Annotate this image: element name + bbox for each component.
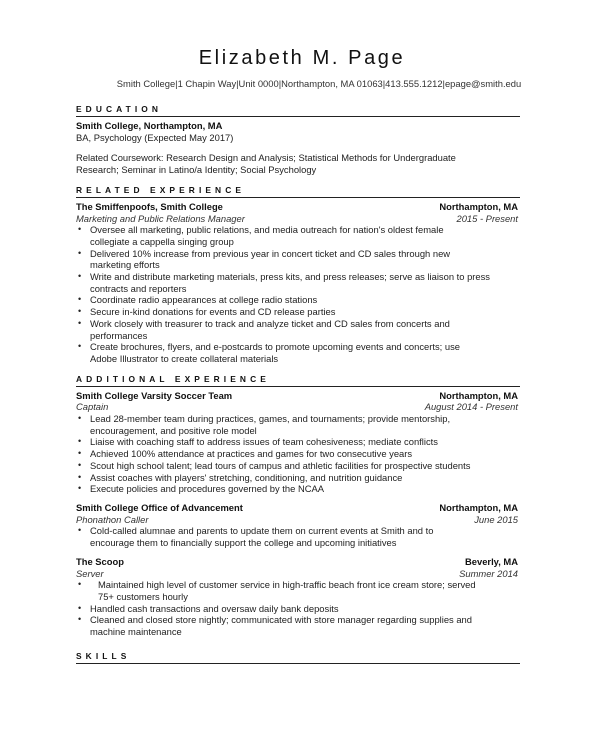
bullet-list [76,525,518,548]
bullet-text: encouragement, and positive role model [90,424,257,436]
bullet-text: Cold-called alumnae and parents to update them on current events at Smith and to [90,525,434,537]
related-experience-section-header [76,185,518,198]
dates: August 2014 - Present [424,401,518,413]
bullet-text: Work closely with treasurer to track and analyze ticket and CD sales from concerts and [90,317,450,329]
dates: 2015 - Present [456,212,518,224]
bullet-item [76,614,518,637]
section-title: EDUCATION [76,104,163,114]
bullet-item [76,271,518,294]
bullet-icon: • [78,294,82,305]
bullet-text: Coordinate radio appearances at college radio stations [90,294,318,306]
bullet-text: Scout high school talent; lead tours of campus and athletic facilities for prospective students [90,459,471,471]
organization: The Scoop [76,555,124,567]
role: Phonathon Caller [76,513,149,525]
section-divider [76,197,520,198]
bullet-item [76,483,518,495]
bullet-item [76,579,518,602]
section-divider [76,386,520,387]
additional-experience-list [76,390,518,638]
coursework-line: Related Coursework: Research Design and Analysis; Statistical Methods for Undergraduate [76,152,456,164]
bullet-icon: • [78,271,82,282]
degree: BA, Psychology (Expected May 2017) [76,131,234,143]
bullet-icon: • [78,306,82,317]
bullet-text: Create brochures, flyers, and e-postcards to promote upcoming events and concerts; use [90,341,460,353]
location: Northampton, MA [439,200,518,212]
candidate-name: Elizabeth M. Page [198,47,406,69]
experience-entry [76,390,518,495]
bullet-item [76,341,518,364]
role: Captain [76,401,109,413]
location: Northampton, MA [439,389,518,401]
bullet-text: Delivered 10% increase from previous year in concert ticket and CD sales through new [90,247,451,259]
bullet-text: collegiate a cappella singing group [90,235,234,247]
bullet-text: 75+ customers hourly [98,590,188,602]
bullet-item [76,413,518,436]
bullet-icon: • [78,436,82,447]
bullet-text: Liaise with coaching staff to address issues of team cohesiveness; mediate conflicts [90,436,438,448]
bullet-item [76,603,518,615]
bullet-icon: • [78,413,82,424]
bullet-icon: • [78,247,82,258]
bullet-item [76,448,518,460]
school-name: Smith College, Northampton, MA [76,120,223,131]
dates: Summer 2014 [459,567,518,579]
section-divider [76,663,520,664]
bullet-list [76,413,518,495]
organization: Smith College Varsity Soccer Team [76,389,233,401]
bullet-text: machine maintenance [90,626,182,638]
bullet-item [76,436,518,448]
bullet-text: Oversee all marketing, public relations, and media outreach for nation's oldest female [90,224,444,236]
bullet-icon: • [78,459,82,470]
bullet-icon: • [78,224,82,235]
bullet-text: Adobe Illustrator to create collateral materials [90,352,279,364]
bullet-icon: • [78,602,82,613]
organization: The Smiffenpoofs, Smith College [76,200,223,212]
bullet-text: Cleaned and closed store nightly; communicated with store manager regarding supplies and [90,614,472,626]
bullet-text: Assist coaches with players' stretching, conditioning, and nutrition guidance [90,471,403,483]
bullet-text: encourage them to financially support the college and upcoming initiatives [90,537,397,549]
bullet-text: Handled cash transactions and oversaw daily bank deposits [90,602,339,614]
contact-line: Smith College|1 Chapin Way|Unit 0000|Northampton, MA 01063|413.555.1212|epage@smith.edu [116,78,522,89]
bullet-icon: • [78,525,82,536]
bullet-text: marketing efforts [90,259,160,271]
bullet-text: performances [90,329,148,341]
section-title: SKILLS [76,650,131,661]
section-divider [76,116,520,117]
bullet-item [76,472,518,484]
bullet-text: Secure in-kind donations for events and CD release parties [90,306,336,318]
bullet-item [76,248,518,271]
bullet-icon: • [78,317,82,328]
coursework-line: Research; Seminar in Latino/a Identity; Social Psychology [76,164,317,176]
skills-section-header [76,651,518,664]
bullet-text: Maintained high level of customer service in high-traffic beach front ice cream store; served [98,579,476,591]
location: Beverly, MA [465,555,518,567]
bullet-icon: • [78,341,82,352]
location: Northampton, MA [439,501,518,513]
bullet-text: Execute policies and procedures governed by the NCAA [90,483,324,495]
additional-experience-section-header [76,374,518,387]
dates: June 2015 [474,513,518,525]
section-title: RELATED EXPERIENCE [76,184,246,195]
role: Marketing and Public Relations Manager [76,212,245,224]
bullet-item [76,224,518,247]
bullet-text: Achieved 100% attendance at practices and games for two consecutive years [90,448,413,460]
bullet-text: Lead 28-member team during practices, games, and tournaments; provide mentorship, [90,413,451,425]
bullet-list [76,224,518,364]
bullet-item [76,306,518,318]
bullet-item [76,525,518,548]
bullet-icon: • [78,614,82,625]
experience-entry [76,556,518,638]
bullet-icon: • [78,483,82,494]
experience-entry [76,201,518,365]
bullet-item [76,318,518,341]
bullet-icon: • [78,471,82,482]
bullet-text: Write and distribute marketing materials, press kits, and press releases; serve as liaison to press [90,271,490,283]
experience-entry [76,502,518,549]
bullet-item [76,460,518,472]
education-section-header [76,104,518,117]
bullet-icon: • [78,579,82,590]
bullet-icon: • [78,448,82,459]
bullet-text: contracts and reporters [90,282,187,294]
bullet-item [76,294,518,306]
section-title: ADDITIONAL EXPERIENCE [76,373,270,384]
bullet-list [76,579,518,638]
role: Server [76,567,104,579]
organization: Smith College Office of Advancement [76,501,243,513]
